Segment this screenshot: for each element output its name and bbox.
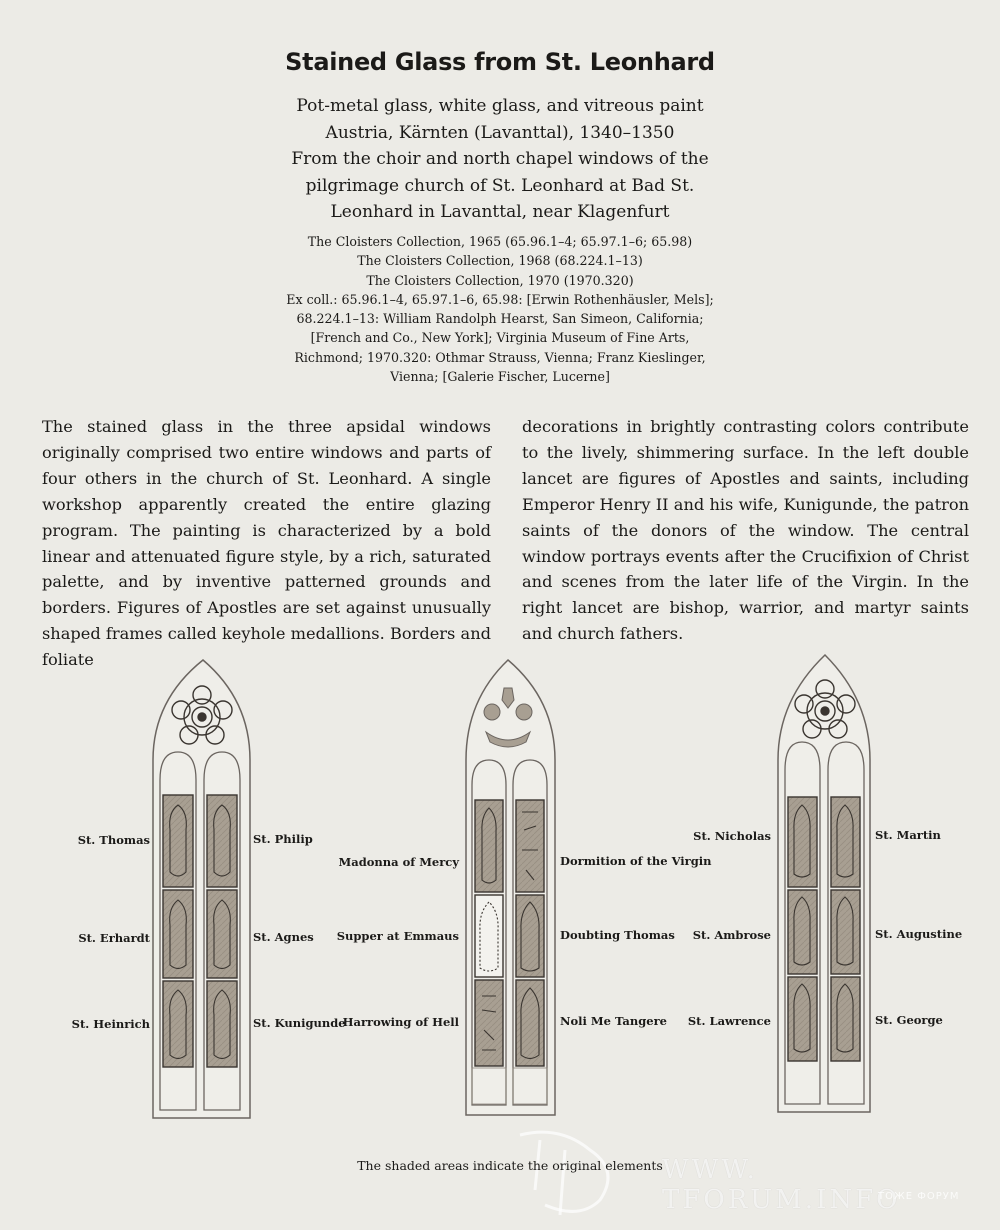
panel-supper-at-emmaus (475, 895, 503, 977)
panel-st-ambrose (788, 890, 817, 974)
description-line: pilgrimage church of St. Leonhard at Bad St. (305, 175, 695, 196)
credit-line-row: The Cloisters Collection, 1970 (1970.320) (366, 272, 634, 288)
label-st-augustine: St. Augustine (875, 927, 963, 941)
watermark-emblem-icon (520, 1132, 608, 1215)
credit-line-row: [French and Co., New York]; Virginia Museum of Fine Arts, (310, 330, 690, 346)
panel-st-augustine (831, 890, 860, 974)
panel-doubting-thomas (516, 895, 544, 977)
label-madonna-of-mercy: Madonna of Mercy (338, 855, 459, 869)
label-st-ambrose: St. Ambrose (692, 928, 771, 942)
panel-st-lawrence (788, 977, 817, 1061)
label-st-nicholas: St. Nicholas (693, 829, 771, 843)
diagram-caption: The shaded areas indicate the original elements (357, 1158, 663, 1173)
description-line: Pot-metal glass, white glass, and vitreous paint (296, 96, 704, 116)
panel-madonna-of-mercy (475, 800, 503, 892)
description-line: Austria, Kärnten (Lavanttal), 1340–1350 (325, 122, 675, 143)
panel-dormition-of-the-virgin (516, 800, 544, 892)
label-st-martin: St. Martin (875, 828, 941, 842)
panel-st-agnes (207, 890, 237, 978)
credit-line-row: Vienna; [Galerie Fischer, Lucerne] (390, 369, 610, 385)
label-st-kunigunde: St. Kunigunde (253, 1016, 346, 1030)
label-st-lawrence: St. Lawrence (687, 1014, 771, 1028)
panel-st-philip (207, 795, 237, 887)
label-st-agnes: St. Agnes (253, 930, 314, 944)
panel-st-heinrich (163, 981, 193, 1067)
page-title: Stained Glass from St. Leonhard (285, 48, 715, 76)
left-window-diagram (153, 660, 250, 1118)
credit-line-row: Ex coll.: 65.96.1–4, 65.97.1–6, 65.98: [Erwin Rothenhäusler, Mels]; (286, 291, 714, 307)
watermark-subtext: ТОЖЕ ФОРУМ (878, 1191, 960, 1202)
description-line: Leonhard in Lavanttal, near Klagenfurt (330, 202, 670, 222)
credit-line-row: The Cloisters Collection, 1968 (68.224.1–13) (357, 253, 643, 269)
panel-harrowing-of-hell (475, 980, 503, 1066)
panel-st-erhardt (163, 890, 193, 978)
center-window-diagram (466, 660, 555, 1115)
panel-st-nicholas (788, 797, 817, 887)
label-harrowing-of-hell: Harrowing of Hell (342, 1015, 459, 1029)
body-text-right-column: decorations in brightly contrasting colors contribute to the lively, shimmering surface. In the left double lancet are figures of Apostles and saints, including Emperor Henry II and his wife, Kunigunde, the patron saints of the donors of the window. The central window portrays events after the Crucifixion of Christ and scenes from the later life of the Virgin. In the right lancet are bishop, warrior, and martyr saints and church fathers. (522, 417, 969, 644)
credit-line-row: 68.224.1–13: William Randolph Hearst, San Simeon, California; (296, 311, 704, 327)
label-st-erhardt: St. Erhardt (78, 931, 150, 945)
description-line: From the choir and north chapel windows of the (291, 149, 709, 169)
panel-st-martin (831, 797, 860, 887)
label-noli-me-tangere: Noli Me Tangere (560, 1014, 667, 1028)
label-supper-at-emmaus: Supper at Emmaus (336, 929, 459, 943)
watermark-text: WWW. TFORUM.INFO (662, 1155, 901, 1215)
credit-line-row: Richmond; 1970.320: Othmar Strauss, Vienna; Franz Kieslinger, (294, 349, 706, 365)
label-dormition-of-the-virgin: Dormition of the Virgin (560, 854, 712, 868)
panel-st-george (831, 977, 860, 1061)
panel-st-thomas (163, 795, 193, 887)
label-st-thomas: St. Thomas (77, 833, 150, 847)
panel-st-kunigunde (207, 981, 237, 1067)
label-st-george: St. George (875, 1013, 943, 1027)
panel-noli-me-tangere (516, 980, 544, 1066)
body-text-left-column: The stained glass in the three apsidal windows originally comprised two entire windows and parts of four others in the church of St. Leonhard. A single workshop apparently created the entire glazing program. The painting is characterized by a bold linear and attenuated figure style, by a rich, saturated palette, and by inventive patterned grounds and borders. Figures of Apostles are set against unusually shaped frames called keyhole medallions. Borders and foliate (42, 417, 491, 670)
credit-line-row: The Cloisters Collection, 1965 (65.96.1–4; 65.97.1–6; 65.98) (307, 234, 693, 249)
label-st-heinrich: St. Heinrich (71, 1017, 150, 1031)
right-window-diagram (778, 655, 870, 1112)
label-doubting-thomas: Doubting Thomas (560, 928, 675, 942)
label-st-philip: St. Philip (253, 832, 313, 846)
